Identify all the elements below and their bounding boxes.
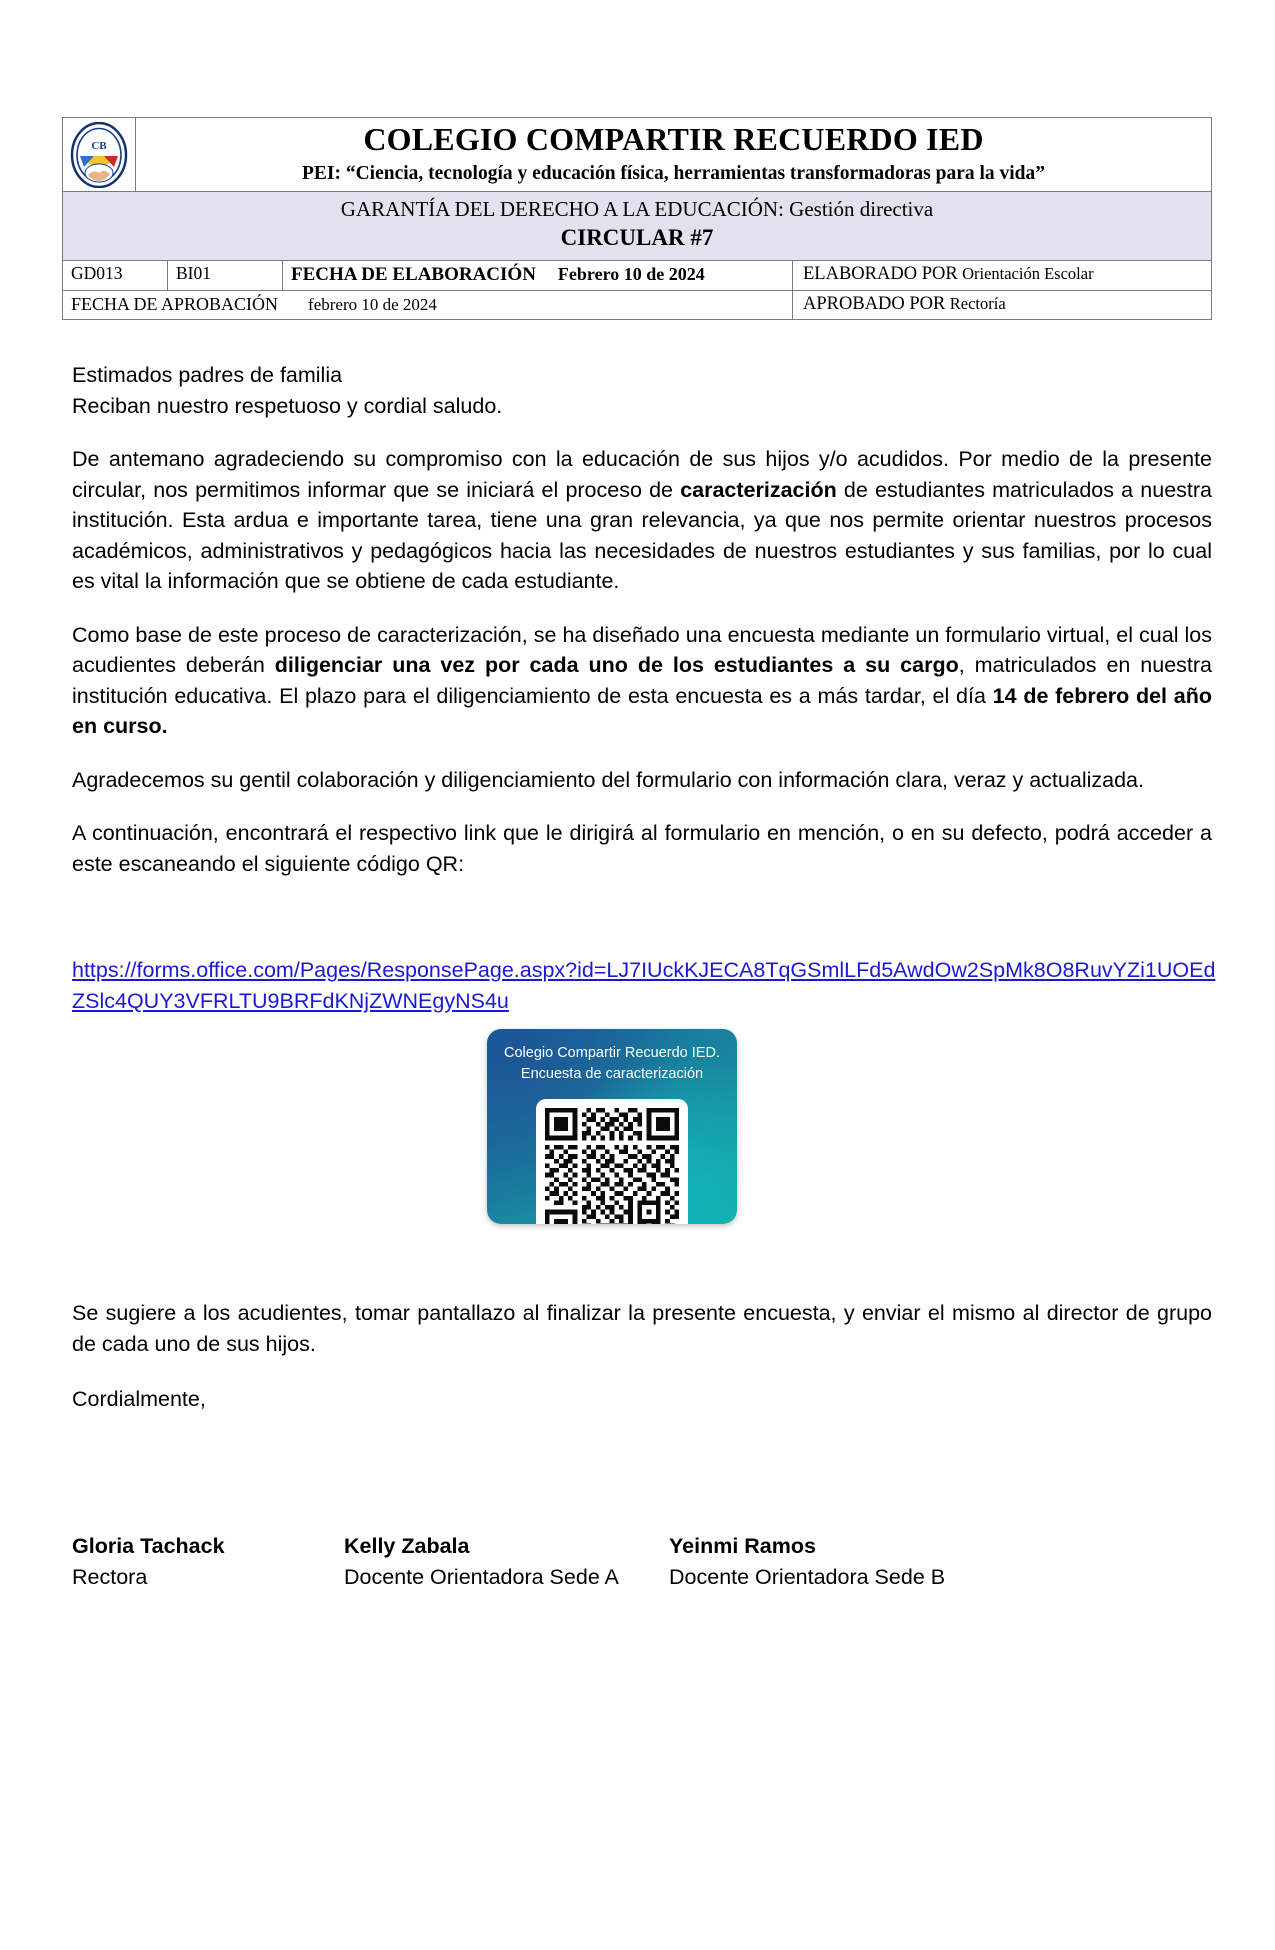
form-link-paragraph bbox=[72, 955, 1222, 1016]
signature-1-role: Rectora bbox=[72, 1564, 148, 1589]
paragraph-2-emphasis-1: diligenciar una vez por cada uno de los estudiantes a su cargo bbox=[274, 653, 959, 678]
letter-body bbox=[72, 360, 1212, 879]
header-titles bbox=[136, 118, 1211, 191]
signature-1 bbox=[72, 1531, 344, 1592]
elaborado-por-cell bbox=[793, 261, 1211, 290]
signature-2-role: Docente Orientadora Sede A bbox=[344, 1564, 619, 1589]
paragraph-2-part-a: Como base de este proceso de caracterización, se ha diseñado una encuesta mediante un formulario virtual, el cual los acudientes deberán bbox=[72, 622, 1212, 678]
paragraph-2 bbox=[72, 620, 1212, 742]
signature-block bbox=[72, 1531, 1212, 1592]
signature-2-name: Kelly Zabala bbox=[344, 1534, 470, 1558]
fecha-aprobacion-value: febrero 10 de 2024 bbox=[308, 294, 437, 314]
form-link[interactable]: https://forms.office.com/Pages/ResponsePage.aspx?id=LJ7IUckKJECA8TqGSmlLFd5AwdOw2SpMk8O8RuvYZi1UOEdZSlc4QUY3VFRLTU9BRFdKNjZWNEgyNS4u bbox=[72, 958, 1216, 1013]
header-band bbox=[63, 192, 1211, 261]
document-code: GD013 bbox=[63, 261, 168, 290]
greeting-paragraph bbox=[72, 360, 1212, 421]
signature-2 bbox=[344, 1531, 669, 1592]
fecha-elaboracion-label: FECHA DE ELABORACIÓN bbox=[291, 264, 536, 286]
signature-3 bbox=[669, 1531, 1069, 1592]
greeting-line-2: Reciban nuestro respetuoso y cordial saludo. bbox=[72, 393, 503, 418]
fecha-elaboracion-value: Febrero 10 de 2024 bbox=[557, 264, 705, 285]
signature-3-name: Yeinmi Ramos bbox=[669, 1534, 816, 1558]
header-band-subtitle: GARANTÍA DEL DERECHO A LA EDUCACIÓN: Gestión directiva bbox=[340, 197, 934, 222]
closing-paragraph-1: Se sugiere a los acudientes, tomar pantallazo al finalizar la presente encuesta, y enviar el mismo al director de grupo de cada uno de sus hijos. bbox=[72, 1301, 1212, 1356]
document-header-table bbox=[62, 117, 1212, 320]
closing-paragraph-2: Cordialmente, bbox=[72, 1387, 206, 1412]
fecha-aprobacion-cell bbox=[63, 291, 793, 319]
school-name: COLEGIO COMPARTIR RECUERDO IED bbox=[363, 121, 984, 157]
signature-1-name: Gloria Tachack bbox=[72, 1534, 225, 1558]
qr-code-card[interactable] bbox=[487, 1029, 737, 1224]
school-crest-icon bbox=[70, 122, 128, 188]
elaborado-por-value: Orientación Escolar bbox=[962, 264, 1094, 284]
qr-card-title-line-1: Colegio Compartir Recuerdo IED. bbox=[504, 1045, 720, 1061]
paragraph-1-part-a: De antemano agradeciendo su compromiso con la educación de sus hijos y/o acudidos. Por medio de la presente circular, nos permitimos informar que se iniciará el proceso de bbox=[72, 447, 1212, 502]
qr-code-box bbox=[536, 1099, 688, 1224]
paragraph-2-part-b: , matriculados en nuestra institución educativa. El plazo para el diligenciamiento de esta encuesta es a más tardar, el día bbox=[72, 653, 1212, 708]
paragraph-1-emphasis: caracterización bbox=[680, 477, 837, 502]
document-version: BI01 bbox=[168, 261, 283, 290]
logo-cell bbox=[63, 118, 136, 191]
elaborado-por-label: ELABORADO POR bbox=[803, 264, 958, 285]
qr-card-title bbox=[487, 1029, 737, 1085]
qr-code-icon bbox=[545, 1108, 679, 1224]
qr-card-title-line-2: Encuesta de caracterización bbox=[520, 1066, 704, 1083]
header-title-row bbox=[63, 118, 1211, 192]
paragraph-1 bbox=[72, 444, 1212, 597]
header-meta-row-2 bbox=[63, 291, 1211, 319]
fecha-aprobacion-label: FECHA DE APROBACIÓN bbox=[71, 293, 279, 314]
school-pei: PEI: “Ciencia, tecnología y educación física, herramientas transformadoras para la vida” bbox=[301, 162, 1046, 184]
greeting-line-1: Estimados padres de familia bbox=[72, 363, 343, 387]
aprobado-por-value: Rectoría bbox=[949, 293, 1006, 313]
paragraph-2-emphasis-2: 14 de febrero del año en curso. bbox=[72, 683, 1213, 739]
paragraph-4: A continuación, encontrará el respectivo link que le dirigirá al formulario en mención, o en su defecto, podrá acceder a este escaneando el siguiente código QR: bbox=[72, 821, 1212, 876]
svg-text:CB: CB bbox=[91, 139, 107, 152]
signature-3-role: Docente Orientadora Sede B bbox=[669, 1564, 946, 1589]
aprobado-por-label: APROBADO POR bbox=[803, 293, 946, 314]
header-band-title: CIRCULAR #7 bbox=[560, 225, 714, 251]
paragraph-1-part-b: de estudiantes matriculados a nuestra institución. Esta ardua e importante tarea, tiene una gran relevancia, ya que nos permite orientar nuestros procesos académicos, administrativos y pedagógicos hacia las necesidades de nuestros estudiantes y sus familias, por lo cual es vital la información que se obtiene de cada estudiante. bbox=[72, 477, 1212, 594]
paragraph-3: Agradecemos su gentil colaboración y diligenciamiento del formulario con información clara, veraz y actualizada. bbox=[72, 767, 1144, 792]
aprobado-por-cell bbox=[793, 291, 1211, 319]
letter-closing bbox=[72, 1298, 1212, 1440]
header-meta-row-1 bbox=[63, 261, 1211, 291]
fecha-elaboracion-cell bbox=[283, 261, 793, 290]
